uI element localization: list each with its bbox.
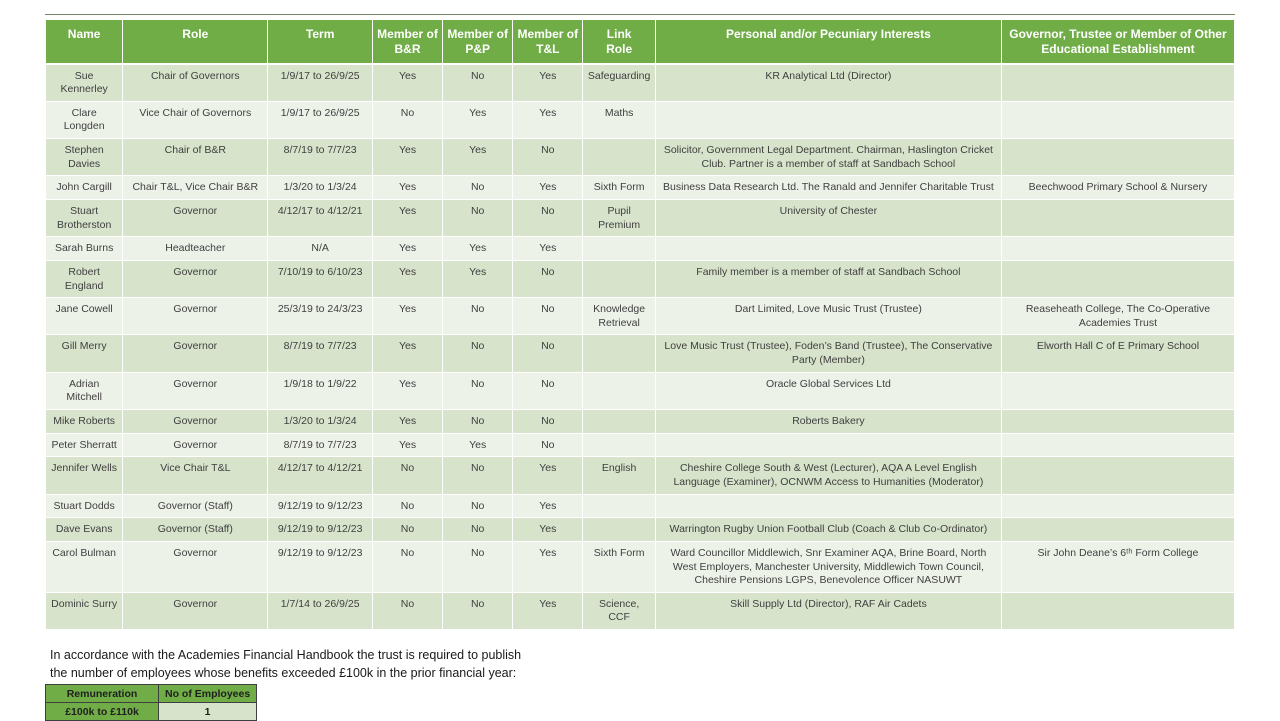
cell-other-establishment: Reaseheath College, The Co-Operative Academies Trust <box>1001 298 1234 335</box>
cell-role: Vice Chair T&L <box>123 457 268 494</box>
cell-interests: Oracle Global Services Ltd <box>655 372 1001 409</box>
cell-interests <box>655 494 1001 518</box>
cell-name: Mike Roberts <box>46 410 123 434</box>
cell-member-bnr: Yes <box>372 372 442 409</box>
column-header-term: Term <box>268 20 373 64</box>
cell-member-bnr: No <box>372 101 442 138</box>
cell-member-tnl: Yes <box>513 592 583 629</box>
cell-link-role: Knowledge Retrieval <box>583 298 656 335</box>
table-row <box>46 199 1235 236</box>
column-header-role: Role <box>123 20 268 64</box>
cell-member-tnl: No <box>513 298 583 335</box>
cell-link-role: English <box>583 457 656 494</box>
cell-term: 1/7/14 to 26/9/25 <box>268 592 373 629</box>
cell-member-tnl: Yes <box>513 237 583 261</box>
cell-other-establishment <box>1001 372 1234 409</box>
governors-table-container <box>45 14 1235 630</box>
table-row <box>46 237 1235 261</box>
cell-role: Headteacher <box>123 237 268 261</box>
cell-member-tnl: No <box>513 335 583 372</box>
cell-member-bnr: Yes <box>372 199 442 236</box>
cell-link-role: Safeguarding <box>583 64 656 102</box>
cell-name: John Cargill <box>46 176 123 200</box>
cell-member-pnp: No <box>443 410 513 434</box>
column-header-member-tnl: Member of T&L <box>513 20 583 64</box>
cell-term: 8/7/19 to 7/7/23 <box>268 335 373 372</box>
cell-role: Governor <box>123 199 268 236</box>
cell-name: Gill Merry <box>46 335 123 372</box>
column-header-member-pnp: Member of P&P <box>443 20 513 64</box>
table-row <box>46 372 1235 409</box>
cell-member-bnr: Yes <box>372 410 442 434</box>
cell-member-bnr: No <box>372 541 442 592</box>
table-row <box>46 139 1235 176</box>
remuneration-table <box>45 684 257 721</box>
cell-interests <box>655 237 1001 261</box>
column-header-link-role: Link Role <box>583 20 656 64</box>
handbook-note: In accordance with the Academies Financial Handbook the trust is required to publish the number of employees whose benefits exceeded £100k in the prior financial year: <box>50 648 522 681</box>
cell-member-pnp: No <box>443 64 513 102</box>
cell-term: 9/12/19 to 9/12/23 <box>268 541 373 592</box>
cell-member-pnp: No <box>443 541 513 592</box>
cell-name: Adrian Mitchell <box>46 372 123 409</box>
cell-role: Governor <box>123 260 268 297</box>
cell-other-establishment <box>1001 199 1234 236</box>
cell-name: Jane Cowell <box>46 298 123 335</box>
cell-name: Dave Evans <box>46 518 123 542</box>
cell-interests: Ward Councillor Middlewich, Snr Examiner AQA, Brine Board, North West Employers, Manchester University, Middlewich Town Council, Cheshire Pensions LGPS, Benevolence Officer NASUWT <box>655 541 1001 592</box>
cell-member-pnp: No <box>443 457 513 494</box>
cell-interests: Cheshire College South & West (Lecturer), AQA A Level English Language (Examiner), OCNWM Access to Humanities (Moderator) <box>655 457 1001 494</box>
cell-interests: Skill Supply Ltd (Director), RAF Air Cadets <box>655 592 1001 629</box>
cell-other-establishment <box>1001 139 1234 176</box>
cell-member-bnr: Yes <box>372 298 442 335</box>
cell-interests: Roberts Bakery <box>655 410 1001 434</box>
cell-term: 4/12/17 to 4/12/21 <box>268 199 373 236</box>
column-header-other-establishment: Governor, Trustee or Member of Other Educational Establishment <box>1001 20 1234 64</box>
cell-other-establishment <box>1001 494 1234 518</box>
cell-link-role <box>583 518 656 542</box>
cell-member-pnp: No <box>443 199 513 236</box>
cell-name: Stephen Davies <box>46 139 123 176</box>
cell-term: 8/7/19 to 7/7/23 <box>268 433 373 457</box>
cell-link-role <box>583 410 656 434</box>
cell-member-tnl: No <box>513 372 583 409</box>
table-header <box>46 20 1235 64</box>
table-row <box>46 592 1235 629</box>
cell-interests: University of Chester <box>655 199 1001 236</box>
cell-member-bnr: Yes <box>372 237 442 261</box>
cell-member-pnp: Yes <box>443 433 513 457</box>
table-row <box>46 335 1235 372</box>
cell-link-role <box>583 433 656 457</box>
cell-link-role: Sixth Form <box>583 176 656 200</box>
cell-term: 1/3/20 to 1/3/24 <box>268 410 373 434</box>
cell-interests <box>655 433 1001 457</box>
cell-term: 9/12/19 to 9/12/23 <box>268 494 373 518</box>
cell-interests: Business Data Research Ltd. The Ranald and Jennifer Charitable Trust <box>655 176 1001 200</box>
cell-interests: KR Analytical Ltd (Director) <box>655 64 1001 102</box>
cell-term: 1/9/17 to 26/9/25 <box>268 64 373 102</box>
cell-member-bnr: No <box>372 592 442 629</box>
cell-role: Governor <box>123 372 268 409</box>
cell-link-role <box>583 260 656 297</box>
cell-link-role <box>583 139 656 176</box>
table-row <box>46 433 1235 457</box>
cell-member-tnl: Yes <box>513 176 583 200</box>
cell-role: Chair T&L, Vice Chair B&R <box>123 176 268 200</box>
cell-other-establishment <box>1001 433 1234 457</box>
cell-member-tnl: No <box>513 260 583 297</box>
employees-header: No of Employees <box>159 685 257 703</box>
cell-member-tnl: No <box>513 139 583 176</box>
cell-member-tnl: Yes <box>513 518 583 542</box>
cell-term: 1/3/20 to 1/3/24 <box>268 176 373 200</box>
remuneration-table-container <box>45 684 257 721</box>
cell-role: Governor <box>123 433 268 457</box>
cell-interests <box>655 101 1001 138</box>
cell-member-tnl: Yes <box>513 457 583 494</box>
cell-name: Dominic Surry <box>46 592 123 629</box>
cell-role: Governor <box>123 335 268 372</box>
remuneration-band: £100k to £110k <box>46 703 159 721</box>
table-row <box>46 64 1235 102</box>
cell-member-bnr: Yes <box>372 260 442 297</box>
cell-member-pnp: Yes <box>443 260 513 297</box>
cell-term: 25/3/19 to 24/3/23 <box>268 298 373 335</box>
cell-other-establishment <box>1001 260 1234 297</box>
cell-member-pnp: No <box>443 518 513 542</box>
cell-link-role <box>583 372 656 409</box>
cell-member-bnr: No <box>372 518 442 542</box>
cell-member-bnr: Yes <box>372 176 442 200</box>
cell-member-tnl: No <box>513 199 583 236</box>
cell-member-pnp: No <box>443 298 513 335</box>
cell-name: Sarah Burns <box>46 237 123 261</box>
cell-member-pnp: Yes <box>443 101 513 138</box>
cell-other-establishment <box>1001 237 1234 261</box>
cell-role: Chair of B&R <box>123 139 268 176</box>
column-header-member-bnr: Member of B&R <box>372 20 442 64</box>
cell-role: Chair of Governors <box>123 64 268 102</box>
cell-role: Governor <box>123 298 268 335</box>
table-row <box>46 410 1235 434</box>
cell-other-establishment: Elworth Hall C of E Primary School <box>1001 335 1234 372</box>
cell-other-establishment: Sir John Deane’s 6ᵗʰ Form College <box>1001 541 1234 592</box>
cell-link-role <box>583 494 656 518</box>
cell-member-bnr: No <box>372 457 442 494</box>
cell-member-tnl: Yes <box>513 494 583 518</box>
cell-name: Peter Sherratt <box>46 433 123 457</box>
cell-member-pnp: Yes <box>443 139 513 176</box>
remuneration-header-row <box>46 685 257 703</box>
cell-term: N/A <box>268 237 373 261</box>
cell-interests: Love Music Trust (Trustee), Foden’s Band (Trustee), The Conservative Party (Member) <box>655 335 1001 372</box>
cell-term: 7/10/19 to 6/10/23 <box>268 260 373 297</box>
cell-link-role: Maths <box>583 101 656 138</box>
remuneration-header: Remuneration <box>46 685 159 703</box>
cell-member-bnr: Yes <box>372 433 442 457</box>
cell-term: 1/9/18 to 1/9/22 <box>268 372 373 409</box>
cell-interests: Family member is a member of staff at Sandbach School <box>655 260 1001 297</box>
table-row <box>46 298 1235 335</box>
table-row <box>46 457 1235 494</box>
table-row <box>46 541 1235 592</box>
cell-other-establishment <box>1001 101 1234 138</box>
cell-member-tnl: Yes <box>513 64 583 102</box>
cell-role: Governor <box>123 410 268 434</box>
table-row <box>46 260 1235 297</box>
cell-member-pnp: Yes <box>443 237 513 261</box>
table-top-border <box>45 14 1235 15</box>
cell-member-pnp: No <box>443 494 513 518</box>
table-row <box>46 494 1235 518</box>
cell-role: Vice Chair of Governors <box>123 101 268 138</box>
cell-link-role <box>583 335 656 372</box>
employees-count: 1 <box>159 703 257 721</box>
cell-member-pnp: No <box>443 176 513 200</box>
cell-name: Stuart Brotherston <box>46 199 123 236</box>
cell-member-bnr: No <box>372 494 442 518</box>
governors-table <box>45 19 1235 630</box>
cell-member-tnl: Yes <box>513 541 583 592</box>
cell-name: Robert England <box>46 260 123 297</box>
cell-role: Governor (Staff) <box>123 494 268 518</box>
cell-member-pnp: No <box>443 335 513 372</box>
cell-term: 8/7/19 to 7/7/23 <box>268 139 373 176</box>
cell-role: Governor <box>123 592 268 629</box>
cell-interests: Warrington Rugby Union Football Club (Coach & Club Co-Ordinator) <box>655 518 1001 542</box>
cell-term: 1/9/17 to 26/9/25 <box>268 101 373 138</box>
table-row <box>46 101 1235 138</box>
cell-name: Stuart Dodds <box>46 494 123 518</box>
cell-other-establishment <box>1001 410 1234 434</box>
cell-name: Carol Bulman <box>46 541 123 592</box>
cell-interests: Solicitor, Government Legal Department. Chairman, Haslington Cricket Club. Partner is a member of staff at Sandbach School <box>655 139 1001 176</box>
remuneration-row <box>46 703 257 721</box>
cell-link-role <box>583 237 656 261</box>
cell-link-role: Sixth Form <box>583 541 656 592</box>
cell-name: Clare Longden <box>46 101 123 138</box>
cell-member-tnl: No <box>513 410 583 434</box>
cell-member-tnl: Yes <box>513 101 583 138</box>
cell-member-pnp: No <box>443 592 513 629</box>
cell-member-bnr: Yes <box>372 335 442 372</box>
column-header-name: Name <box>46 20 123 64</box>
cell-other-establishment <box>1001 518 1234 542</box>
cell-interests: Dart Limited, Love Music Trust (Trustee) <box>655 298 1001 335</box>
table-row <box>46 518 1235 542</box>
cell-member-pnp: No <box>443 372 513 409</box>
cell-term: 9/12/19 to 9/12/23 <box>268 518 373 542</box>
governors-table-body <box>46 64 1235 630</box>
cell-name: Jennifer Wells <box>46 457 123 494</box>
cell-member-bnr: Yes <box>372 64 442 102</box>
cell-role: Governor <box>123 541 268 592</box>
cell-other-establishment <box>1001 457 1234 494</box>
cell-other-establishment: Beechwood Primary School & Nursery <box>1001 176 1234 200</box>
cell-link-role: Pupil Premium <box>583 199 656 236</box>
cell-link-role: Science, CCF <box>583 592 656 629</box>
cell-role: Governor (Staff) <box>123 518 268 542</box>
table-row <box>46 176 1235 200</box>
header-row <box>46 20 1235 64</box>
cell-other-establishment <box>1001 592 1234 629</box>
cell-other-establishment <box>1001 64 1234 102</box>
cell-name: Sue Kennerley <box>46 64 123 102</box>
cell-member-tnl: No <box>513 433 583 457</box>
cell-term: 4/12/17 to 4/12/21 <box>268 457 373 494</box>
cell-member-bnr: Yes <box>372 139 442 176</box>
column-header-interests: Personal and/or Pecuniary Interests <box>655 20 1001 64</box>
